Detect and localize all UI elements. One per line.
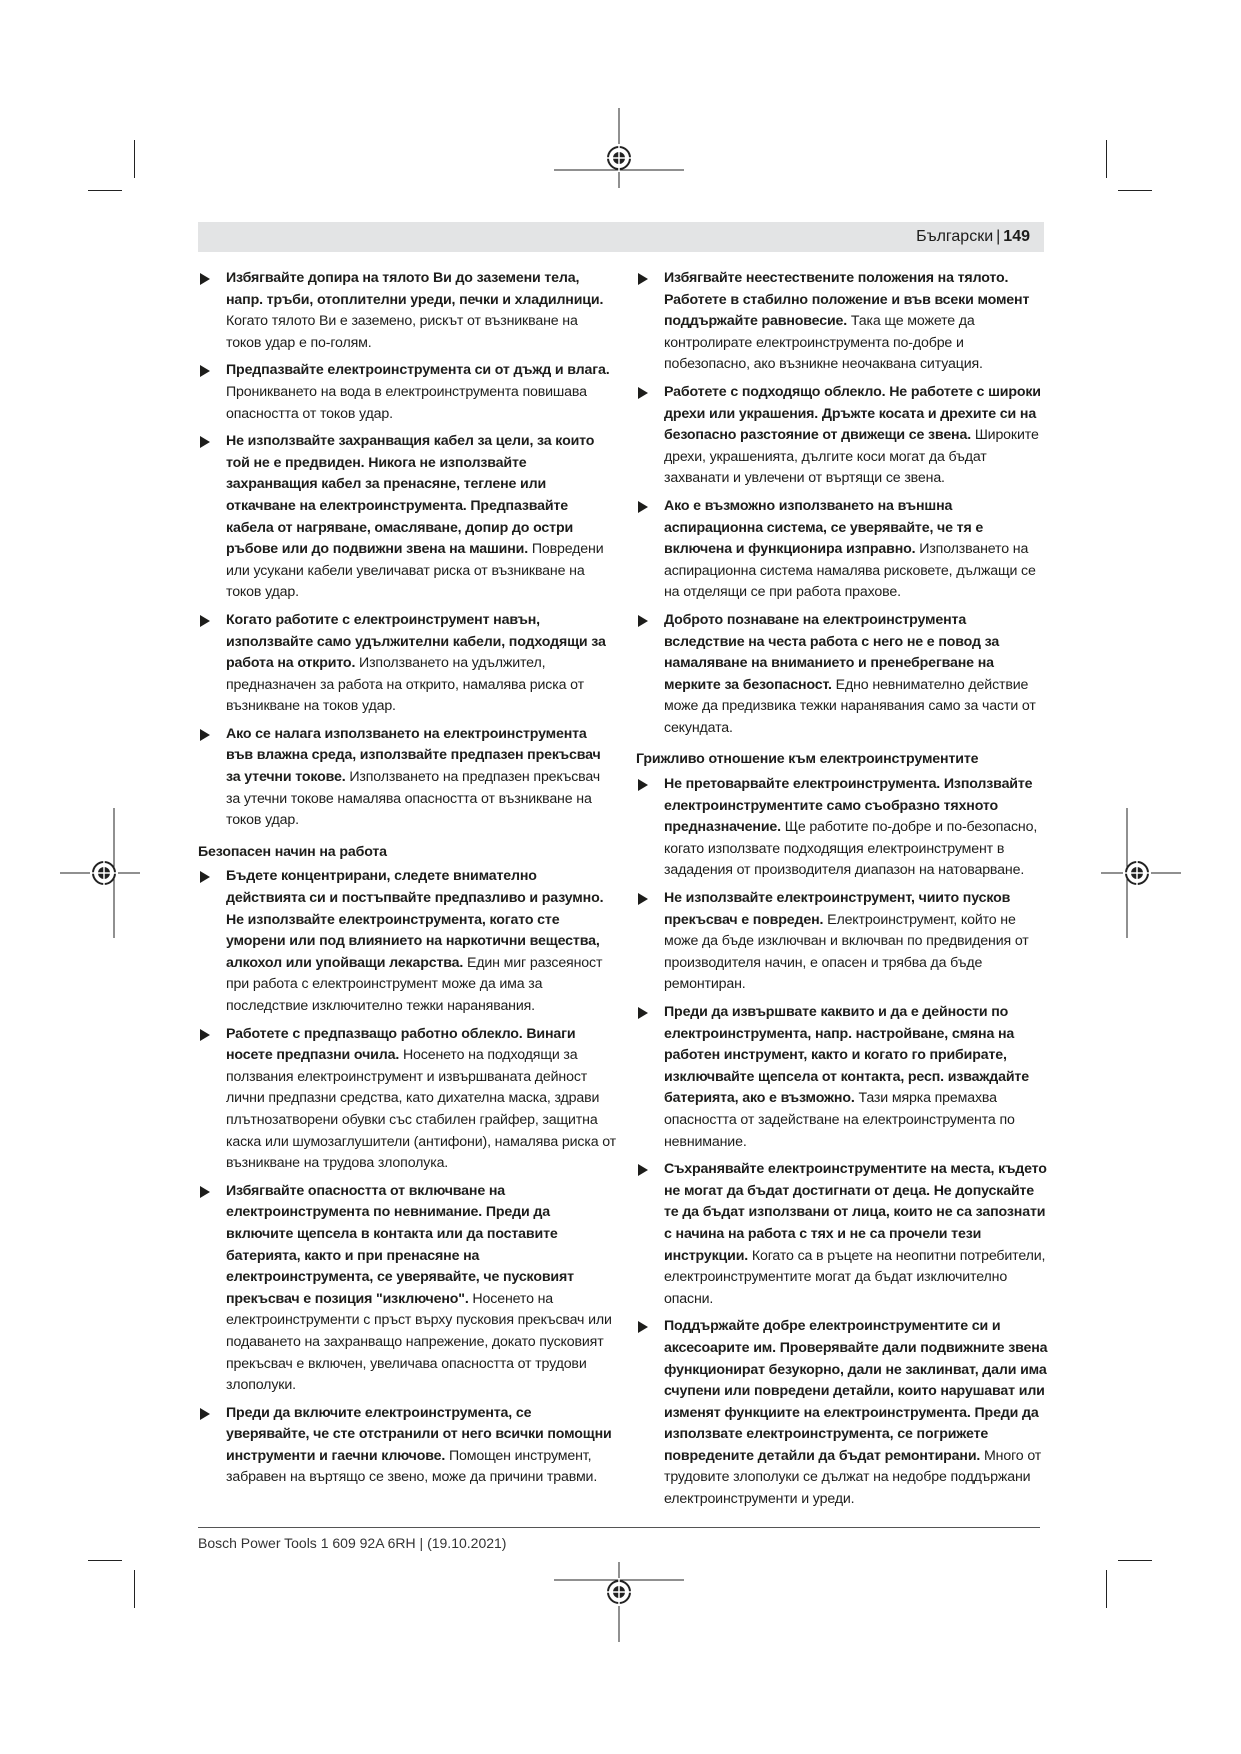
crop-mark-bottom-left-v: [134, 1570, 135, 1608]
left-items-b: [198, 866, 616, 1489]
crop-mark-top-left-h: [88, 190, 122, 191]
bullet-triangle-icon: [638, 1321, 648, 1333]
bullet-triangle-icon: [638, 1007, 648, 1019]
right-column: [636, 268, 1048, 1517]
page-number: 149: [1003, 228, 1030, 245]
crop-mark-top-right-v: [1106, 140, 1107, 178]
bullet-triangle-icon: [200, 1186, 210, 1198]
safety-item-bold: Бъдете концентрирани, следете внимателно действията си и постъпвайте предпазливо и разумно. Не използвайте електроинструмента, когато сте уморени или под влиянието на наркотични вещества, алкохол или упойващи лекарства.: [226, 868, 604, 971]
page-header: [198, 222, 1044, 252]
bullet-triangle-icon: [200, 871, 210, 883]
safety-item-text: Тази мярка премахва опасността от задействане на електроинструмента по невнимание.: [664, 1090, 1015, 1150]
safety-item-text: Използването на аспирационна система намалява рисковете, дължащи се на отделящи се при работа прахове.: [664, 541, 1036, 601]
page-footer: Bosch Power Tools 1 609 92A 6RH | (19.10.2021): [198, 1535, 507, 1551]
safety-item: [636, 496, 1048, 604]
safety-item: [636, 1002, 1048, 1153]
safety-item: [198, 610, 616, 718]
safety-item-text: Един миг разсеяност при работа с електроинструмент може да има за последствие изключително тежки наранявания.: [226, 954, 603, 1014]
safety-item-text: Много от трудовите злополуки се дължат на недобре поддържани електроинструменти и уреди.: [664, 1447, 1042, 1508]
bullet-triangle-icon: [638, 1164, 648, 1176]
safety-item: [636, 774, 1048, 882]
safety-item-bold: Доброто познаване на електроинструмента вследствие на честа работа с него не е повод за намаляване на вниманието и пренебрегване на мерките за безопасност.: [664, 611, 1000, 693]
safety-item: [636, 888, 1048, 996]
safety-item-bold: Избягвайте неестествените положения на тялото. Работете в стабилно положение и във всеки момент поддържайте равновесие.: [664, 270, 1030, 330]
safety-item: [636, 382, 1048, 490]
safety-item-text: Помощен инструмент, забравен на въртящо се звено, може да причини травми.: [226, 1447, 598, 1486]
safety-item-text: Използването на удължител, предназначен за работа на открито, намалява риска от възникване на токов удар.: [226, 655, 584, 715]
safety-item: [198, 1024, 616, 1175]
right-items-b: [636, 774, 1048, 1511]
safety-item-bold: Избягвайте допира на тялото Ви до заземени тела, напр. тръби, отоплителни уреди, печки и хладилници.: [226, 270, 604, 308]
header-language: Български: [916, 228, 994, 245]
crop-mark-bottom-left-h: [88, 1560, 122, 1561]
left-column: [198, 268, 616, 1495]
right-items-a: [636, 268, 1048, 739]
bullet-triangle-icon: [200, 1029, 210, 1041]
left-items-a: [198, 268, 616, 832]
safety-item-text: Проникването на вода в електроинструмента повишава опасността от токов удар.: [226, 383, 587, 422]
safety-item: [198, 431, 616, 604]
safety-item-bold: Избягвайте опасността от включване на електроинструмента по невнимание. Преди да включите щепсела в контакта или да поставите батерията, както и при пренасяне на електроинструмента, се уверявайте, че пусковият прекъсвач е позиция "изключено".: [226, 1182, 574, 1307]
safety-item-text: Когато тялото Ви е заземено, рискът от възникване на токов удар е по-голям.: [226, 313, 578, 351]
safety-item-text: Носенето на подходящи за ползвания електроинструмент и извършваната дейност лични предпазни средства, като дихателна маска, здрави плътнозатворени обувки със стабилен грайфер, защитна каска или шумозаглушители (антифони), намалява риска от възникване на трудова злополука.: [226, 1047, 616, 1172]
safety-item-bold: Поддържайте добре електроинструментите си и аксесоарите им. Проверявайте дали подвижните звена функционират безукорно, дали не заклинват, дали има счупени или повредени детайли, които нарушават или изменят функциите на електроинструмента. Преди да използвате електроинструмента, се погрижете повредените детайли да бъдат ремонтирани.: [664, 1318, 1048, 1464]
safety-item: [198, 1181, 616, 1397]
safety-item-bold: Съхранявайте електроинструментите на места, където не могат да бъдат достигнати от деца. Не допускайте те да бъдат използвани от лица, които не са запознати с начина на работа с тях и не са прочели тези инструкции.: [664, 1161, 1047, 1264]
safety-item-bold: Преди да извършвате каквито и да е дейности по електроинструмента, напр. настройване, смяна на работен инструмент, както и когато го прибирате, изключвайте щепсела от контакта, респ. изваждайте батерията, ако е възможно.: [664, 1004, 1029, 1107]
safety-item-text: Едно невнимателно действие може да предизвика тежки наранявания само за части от секундата.: [664, 676, 1036, 736]
safety-item-text: Когато са в ръцете на неопитни потребители, електроинструментите могат да бъдат изключително опасни.: [664, 1247, 1046, 1307]
safety-item: [198, 268, 616, 354]
page-header-text: [916, 227, 1030, 247]
bullet-triangle-icon: [200, 615, 210, 627]
registration-mark-left-icon: [60, 808, 140, 938]
safety-item-bold: Не използвайте електроинструмент, чиито пусков прекъсвач е повреден.: [664, 890, 1011, 928]
bullet-triangle-icon: [638, 273, 648, 285]
safety-item: [198, 866, 616, 1017]
bullet-triangle-icon: [638, 615, 648, 627]
crop-mark-top-left-v: [134, 140, 135, 178]
bullet-triangle-icon: [200, 1408, 210, 1420]
registration-mark-bottom-icon: [554, 1562, 684, 1642]
safety-item-text: Така ще можете да контролирате електроинструмента по-добре и побезопасно, ако възникне неочаквана ситуация.: [664, 313, 983, 373]
safety-item-bold: Не използвайте захранващия кабел за цели, за които той не е предвиден. Никога не използвайте захранващия кабел за пренасяне, теглене или откачване на електроинструмента. Предпазвайте кабела от нагряване, омасляване, допир до остри ръбове или до подвижни звена на машини.: [226, 433, 595, 558]
safety-item: [198, 360, 616, 425]
bullet-triangle-icon: [200, 365, 210, 377]
safety-item-text: Повредени или усукани кабели увеличават риска от възникване на токов удар.: [226, 541, 604, 601]
safety-item-bold: Преди да включите електроинструмента, се уверявайте, че сте отстранили от него всички помощни инструменти и гаечни ключове.: [226, 1404, 612, 1464]
safety-item-text: Ще работите по-добре и по-безопасно, когато използвате подходящия електроинструмент в зададения от производителя диапазон на натоварване.: [664, 819, 1038, 879]
safety-item-bold: Предпазвайте електроинструмента си от дъжд и влага.: [226, 362, 610, 379]
crop-mark-bottom-right-v: [1106, 1570, 1107, 1608]
safety-item: [198, 724, 616, 832]
section-title-tool-care: Грижливо отношение към електроинструментите: [636, 751, 979, 768]
footer-divider: [198, 1527, 1040, 1528]
crop-mark-bottom-right-h: [1118, 1560, 1152, 1561]
section-title-safe-work: Безопасен начин на работа: [198, 843, 387, 860]
safety-item-text: Използването на предпазен прекъсвач за утечни токове намалява опасността от възникване на токов удар.: [226, 769, 601, 829]
bullet-triangle-icon: [200, 273, 210, 285]
bullet-triangle-icon: [200, 436, 210, 448]
safety-item: [198, 1403, 616, 1489]
safety-item: [636, 1159, 1048, 1310]
safety-item-bold: Ако е възможно използването на външна аспирационна система, се уверявайте, че тя е включена и функционира изправно.: [664, 497, 984, 558]
crop-mark-top-right-h: [1118, 190, 1152, 191]
bullet-triangle-icon: [638, 387, 648, 399]
safety-item: [636, 610, 1048, 740]
safety-item: [636, 268, 1048, 376]
safety-item: [636, 1316, 1048, 1510]
bullet-triangle-icon: [638, 779, 648, 791]
safety-item-text: Носенето на електроинструменти с пръст върху пусковия прекъсвач или подаването на захранващо напрежение, докато пусковият прекъсвач е включен, увеличава опасността от трудови злополуки.: [226, 1290, 612, 1394]
safety-item-bold: Когато работите с електроинструмент навън, използвайте само удължителни кабели, подходящи за работа на открито.: [226, 611, 606, 672]
safety-item-bold: Ако се налага използването на електроинструмента във влажна среда, използвайте предпазен прекъсвач за утечни токове.: [226, 725, 601, 786]
registration-mark-right-icon: [1101, 808, 1181, 938]
safety-item-text: Електроинструмент, който не може да бъде изключван и включван по предвидения от производителя начин, е опасен и трябва да бъде ремонтиран.: [664, 911, 1029, 993]
bullet-triangle-icon: [638, 893, 648, 905]
safety-item-bold: Не претоварвайте електроинструмента. Използвайте електроинструментите само съобразно тяхното предназначение.: [664, 776, 1033, 836]
bullet-triangle-icon: [638, 501, 648, 513]
safety-item-text: Широките дрехи, украшенията, дългите коси могат да бъдат захванати и увлечени от въртящи се звена.: [664, 427, 1039, 487]
safety-item-bold: Работете с предпазващо работно облекло. Винаги носете предпазни очила.: [226, 1025, 576, 1064]
bullet-triangle-icon: [200, 729, 210, 741]
header-separator: |: [996, 228, 1001, 245]
registration-mark-top-icon: [554, 108, 684, 188]
safety-item-bold: Работете с подходящо облекло. Не работете с широки дрехи или украшения. Дръжте косата и дрехите си на безопасно разстояние от движещи се звена.: [664, 383, 1041, 444]
